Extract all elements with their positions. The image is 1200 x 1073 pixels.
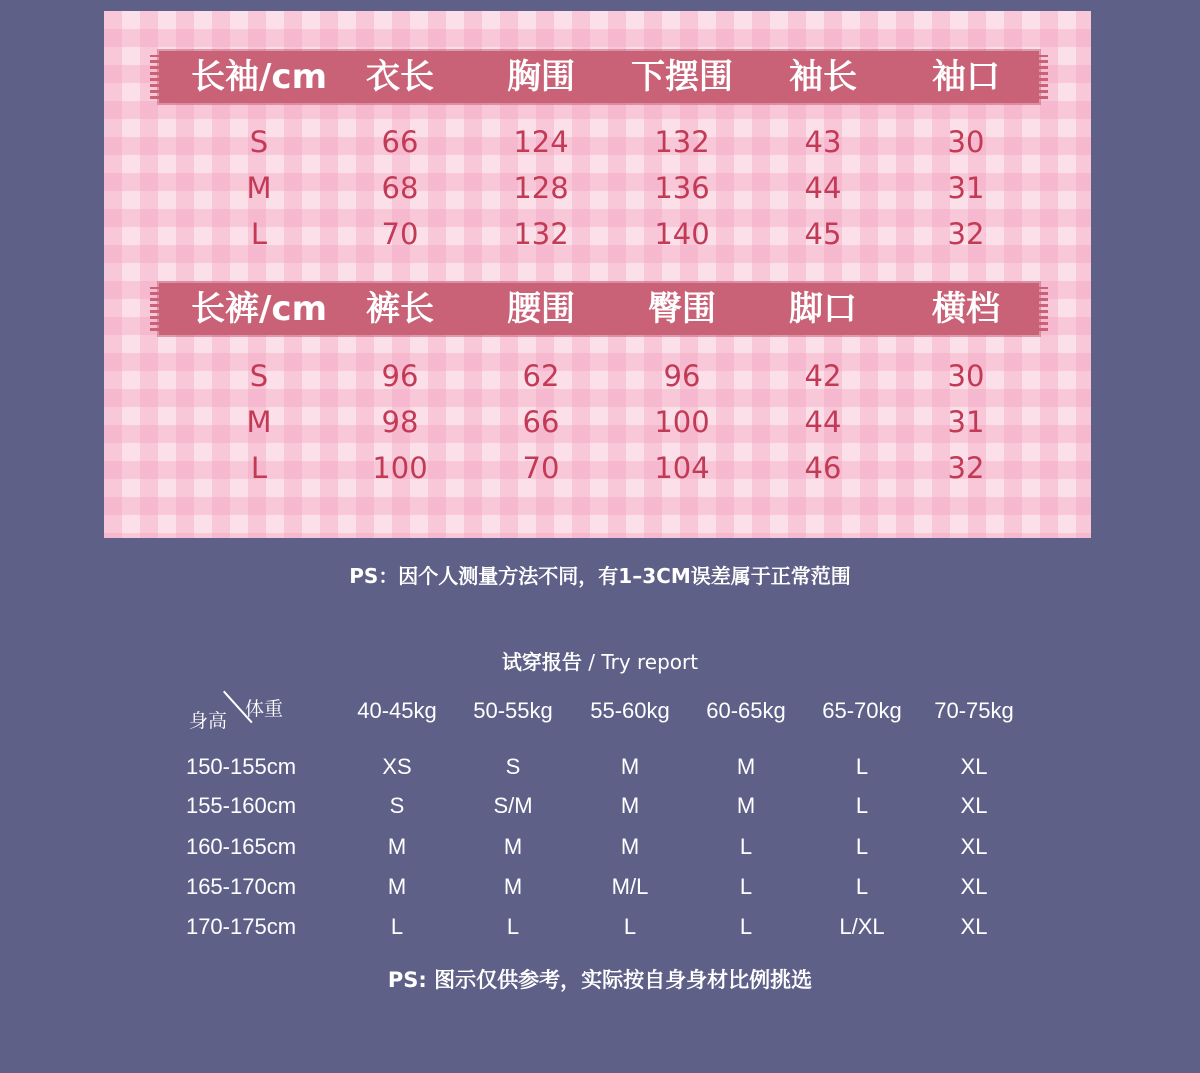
top-table-cell: 70 (381, 217, 419, 251)
bottom-table-cell: 100 (372, 451, 428, 485)
weight-header-cell: 60-65kg (706, 698, 786, 723)
bottom-table-cell: 46 (804, 451, 842, 485)
size-chart-card (104, 11, 1091, 538)
size-cell: M (387, 834, 407, 859)
bottom-table-cell: 44 (804, 405, 842, 439)
size-cell: M (620, 834, 640, 859)
bottom-table-cell: L (250, 451, 268, 485)
try-report-title (0, 646, 1200, 675)
size-cell: S (505, 754, 521, 779)
top-table-cell: S (249, 125, 269, 159)
measurement-note: PS：因个人测量方法不同，有1–3CM误差属于正常范围 (349, 564, 851, 588)
height-label: 170-175cm (185, 914, 297, 939)
top-table-cell: 32 (947, 217, 985, 251)
bottom-table-cell: S (249, 359, 269, 393)
height-label: 155-160cm (185, 793, 297, 818)
weight-header-cell: 55-60kg (590, 698, 670, 723)
size-cell: L (855, 834, 869, 859)
bottom-table-cell: 42 (804, 359, 842, 393)
top-table-cell: 128 (513, 171, 569, 205)
top-table-cell: M (246, 171, 272, 205)
size-cell: M (620, 793, 640, 818)
bottom-table-cell: 62 (522, 359, 560, 393)
size-cell: L (623, 914, 637, 939)
size-cell: L (855, 793, 869, 818)
bottom-table-cell: 31 (947, 405, 985, 439)
weight-header-cell: 50-55kg (473, 698, 553, 723)
bottom-table-cell: 100 (654, 405, 710, 439)
size-cell: L (855, 754, 869, 779)
top-table-cell: 132 (513, 217, 569, 251)
size-cell: L (390, 914, 404, 939)
top-table-cell: 66 (381, 125, 419, 159)
size-cell: XS (382, 754, 412, 779)
bottom-table-cell: 30 (947, 359, 985, 393)
top-table-cell: 132 (654, 125, 710, 159)
try-report-title-zh: 试穿报告 (501, 650, 582, 674)
top-table-header-cell: 胸围 (507, 57, 575, 97)
height-label: 150-155cm (185, 754, 297, 779)
bottom-table-cell: 66 (522, 405, 560, 439)
weight-header-cell: 70-75kg (934, 698, 1014, 723)
bottom-table-header-cell: 臀围 (648, 289, 716, 329)
weight-header-cell: 40-45kg (357, 698, 437, 723)
bottom-table-cell: 104 (654, 451, 710, 485)
size-cell: L (506, 914, 520, 939)
size-cell: XL (960, 914, 988, 939)
height-label: 160-165cm (185, 834, 297, 859)
size-cell: L (739, 834, 753, 859)
weight-header-cell: 65-70kg (822, 698, 902, 723)
bottom-table-header-cell: 长裤/cm (191, 289, 327, 329)
size-cell: L (739, 874, 753, 899)
top-table-row (104, 119, 1091, 165)
top-table-cell: 45 (804, 217, 842, 251)
size-cell: XL (960, 754, 988, 779)
size-cell: M/L (611, 874, 649, 899)
bottom-table-header-cell: 腰围 (507, 289, 575, 329)
bottom-table-cell: 98 (381, 405, 419, 439)
top-table-header (159, 51, 1039, 103)
top-table-cell: 43 (804, 125, 842, 159)
top-table-header-cell: 下摆围 (631, 57, 733, 97)
top-table-header-cell: 袖口 (932, 57, 1000, 97)
bottom-table-cell: 70 (522, 451, 560, 485)
size-cell: M (736, 793, 756, 818)
size-cell: XL (960, 793, 988, 818)
bottom-table-header-cell: 裤长 (366, 289, 434, 329)
bottom-table-header-cell: 横档 (932, 289, 1000, 329)
top-table-header-cell: 袖长 (789, 57, 857, 97)
bottom-table-row (104, 353, 1091, 399)
corner-weight-label: 体重 (245, 698, 284, 720)
top-table-header-cell: 长袖/cm (191, 57, 327, 97)
top-table-cell: L (250, 217, 268, 251)
top-table-cell: 68 (381, 171, 419, 205)
bottom-table-row (104, 399, 1091, 445)
height-label: 165-170cm (185, 874, 297, 899)
bottom-table-cell: 32 (947, 451, 985, 485)
top-table-cell: 44 (804, 171, 842, 205)
size-cell: S (389, 793, 405, 818)
bottom-table-row (104, 445, 1091, 491)
size-cell: XL (960, 834, 988, 859)
top-table-cell: 136 (654, 171, 710, 205)
reference-note: PS: 图示仅供参考，实际按自身身材比例挑选 (387, 968, 813, 992)
size-cell: S/M (493, 793, 533, 818)
top-table-row (104, 211, 1091, 257)
top-table-cell: 140 (654, 217, 710, 251)
top-table-cell: 31 (947, 171, 985, 205)
top-table-cell: 30 (947, 125, 985, 159)
size-cell: L (855, 874, 869, 899)
height-weight-corner (185, 690, 295, 730)
top-table-header-cell: 衣长 (366, 57, 434, 97)
bottom-table-cell: M (246, 405, 272, 439)
size-cell: M (620, 754, 640, 779)
bottom-table-header (159, 283, 1039, 335)
size-cell: M (503, 834, 523, 859)
bottom-table-cell: 96 (381, 359, 419, 393)
size-cell: M (736, 754, 756, 779)
corner-height-label: 身高 (189, 710, 228, 732)
size-cell: XL (960, 874, 988, 899)
size-cell: L (739, 914, 753, 939)
top-table-cell: 124 (513, 125, 569, 159)
size-cell: M (503, 874, 523, 899)
size-cell: L/XL (839, 914, 885, 939)
bottom-table-header-cell: 脚口 (789, 289, 857, 329)
try-report-title-en: / Try report (588, 650, 699, 674)
bottom-table-cell: 96 (663, 359, 701, 393)
size-cell: M (387, 874, 407, 899)
top-table-row (104, 165, 1091, 211)
